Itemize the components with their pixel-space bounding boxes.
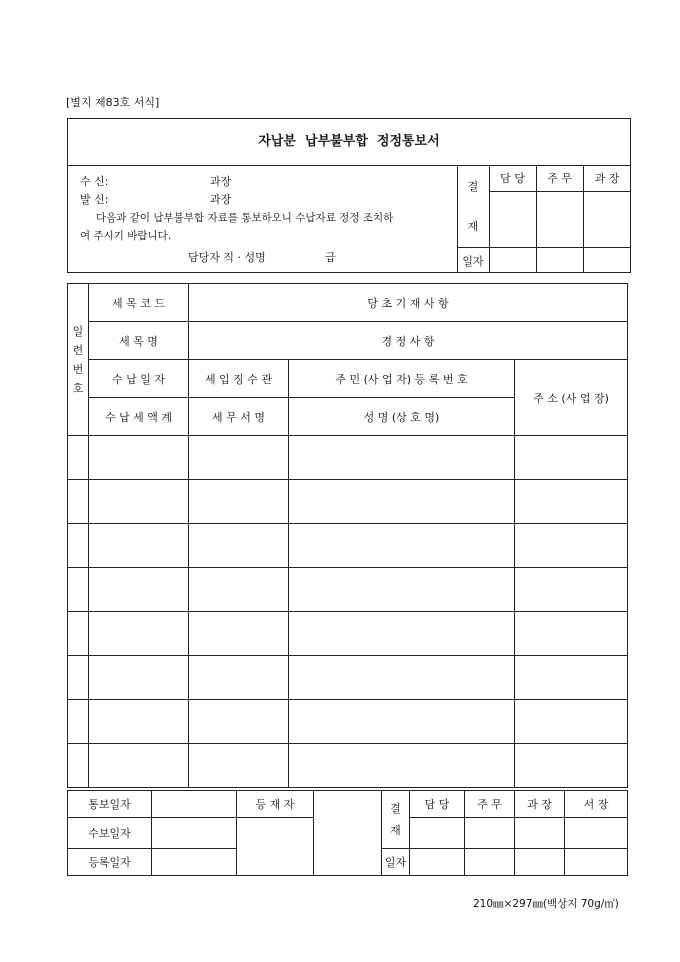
- table-row: [68, 700, 628, 744]
- register-date-value: [152, 849, 237, 876]
- officer-name-label: 담당자 직 · 성명: [188, 251, 266, 264]
- form-number-label: [별지 제83호 서식]: [66, 96, 160, 109]
- footer-table: [67, 790, 628, 876]
- registrar-label: 등 재 자: [237, 791, 314, 818]
- approval-date-label: 일자: [462, 255, 484, 268]
- registrar-value: [314, 791, 382, 876]
- sender-label: 발 신:: [80, 193, 109, 206]
- footer-date-label: 일자: [382, 849, 410, 876]
- registration-number-header: 주 민 (사 업 자) 등 록 번 호: [289, 360, 515, 398]
- table-row: [68, 524, 628, 568]
- form-title: 자납분 납부불부합 정정통보서: [258, 134, 440, 149]
- approval-col-chief: 주 무: [547, 172, 572, 185]
- serial-number-header: 일 련 번 호: [68, 284, 89, 436]
- tax-item-name-header: 세 목 명: [89, 322, 189, 360]
- receive-date-value: [152, 818, 237, 849]
- register-date-label: 등록일자: [68, 849, 152, 876]
- correction-list-table: [67, 283, 628, 788]
- table-row: [68, 656, 628, 700]
- table-row: [68, 436, 628, 480]
- revenue-collector-header: 세 입 징 수 관: [189, 360, 289, 398]
- tax-item-code-header: 세 목 코 드: [89, 284, 189, 322]
- table-row: [68, 744, 628, 788]
- approval-label-bottom: 재: [467, 220, 479, 233]
- grade-label: 급: [325, 251, 336, 264]
- notice-date-value: [152, 791, 237, 818]
- footer-approval-chief: 주 무: [465, 791, 515, 818]
- corrected-entry-header: 경 정 사 항: [189, 322, 628, 360]
- notice-text-line2: 여 주시기 바랍니다.: [80, 230, 172, 242]
- receive-date-label: 수보일자: [68, 818, 152, 849]
- tax-office-header: 세 무 서 명: [189, 398, 289, 436]
- footer-approval-manager: 과 장: [515, 791, 565, 818]
- registrar-signature-cell: [237, 818, 314, 876]
- paper-spec: 210㎜×297㎜(백상지 70g/㎡): [473, 898, 619, 910]
- approval-label-top: 결: [467, 180, 479, 193]
- table-row: [68, 568, 628, 612]
- payment-date-header: 수 납 일 자: [89, 360, 189, 398]
- approval-col-staff: 담 당: [500, 172, 525, 185]
- table-row: [68, 612, 628, 656]
- notice-text-line1: 다음과 같이 납부불부합 자료를 통보하오니 수납자료 정정 조치하: [96, 212, 394, 224]
- recipient-title: 과장: [210, 175, 232, 188]
- footer-approval-staff: 담 당: [410, 791, 465, 818]
- original-entry-header: 당 초 기 재 사 항: [189, 284, 628, 322]
- table-row: [68, 480, 628, 524]
- footer-approval-director: 서 장: [565, 791, 628, 818]
- address-header: 주 소 (사 업 장): [515, 360, 628, 436]
- footer-approval-label: 결 재: [382, 791, 410, 849]
- sender-title: 과장: [210, 193, 232, 206]
- approval-grid: [457, 165, 631, 273]
- notice-date-label: 통보일자: [68, 791, 152, 818]
- name-header: 성 명 (상 호 명): [289, 398, 515, 436]
- payment-total-header: 수 납 세 액 계: [89, 398, 189, 436]
- recipient-label: 수 신:: [80, 175, 109, 188]
- approval-col-manager: 과 장: [594, 172, 620, 185]
